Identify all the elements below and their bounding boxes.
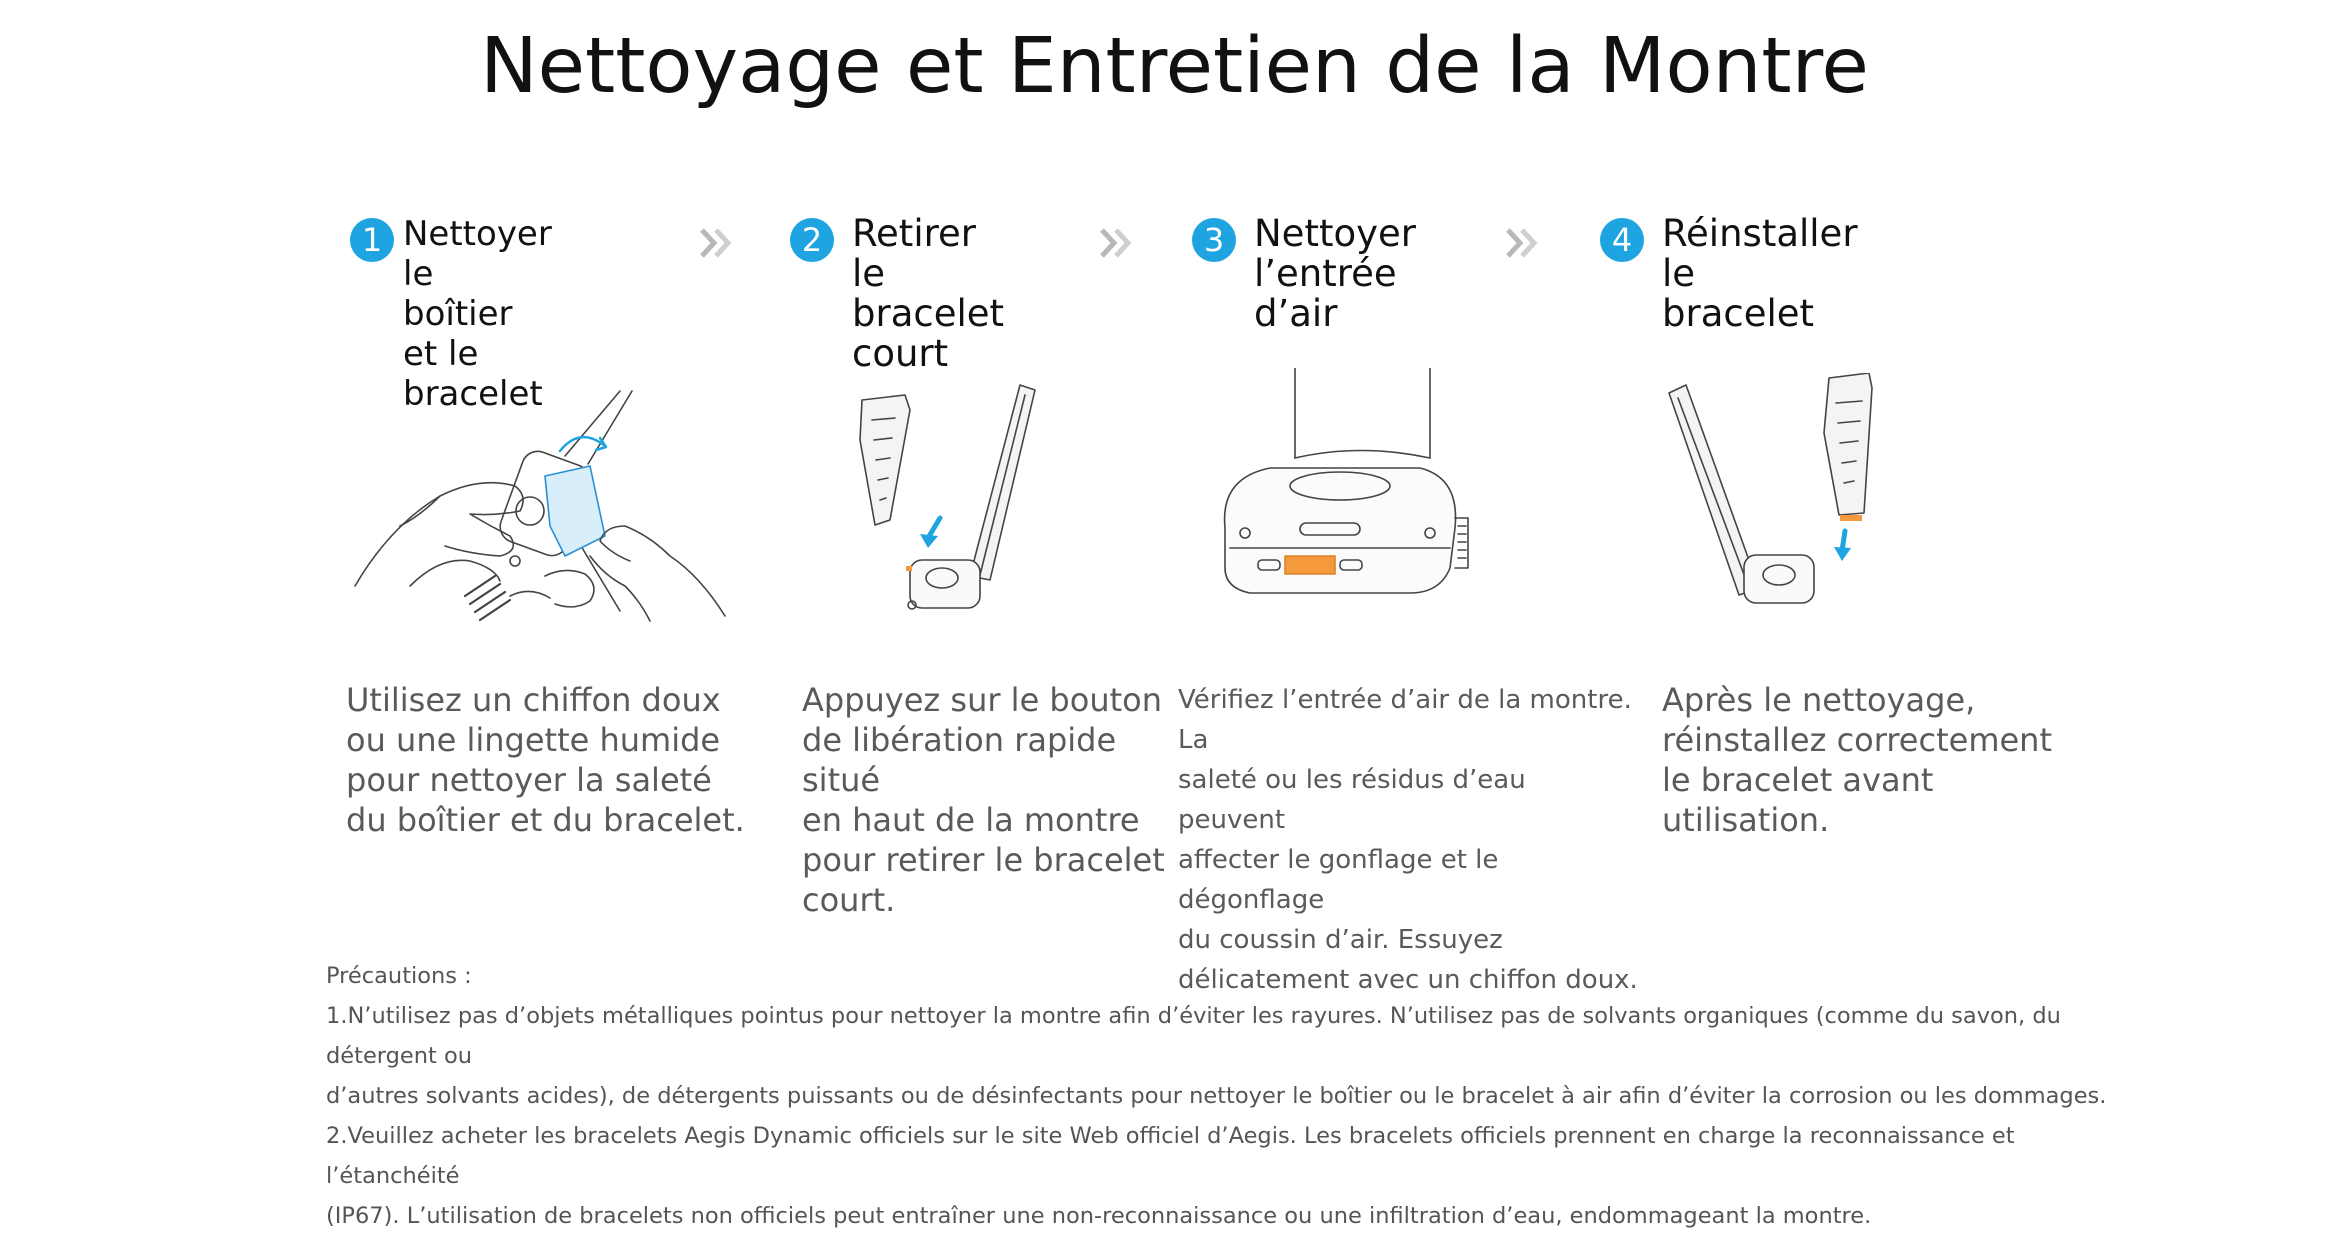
step-2-title-line2: bracelet court — [852, 292, 1005, 375]
step-1-desc-line: pour nettoyer la saleté — [346, 761, 712, 799]
step-4-description — [1662, 680, 2062, 840]
step-1-description — [346, 680, 746, 840]
precautions-line: 2.Veuillez acheter les bracelets Aegis Dynamic officiels sur le site Web officiel d’Aegis. Les bracelets officiels prennent en charge la reconnaissance et l’étanchéité — [326, 1123, 2015, 1189]
step-1-desc-line: Utilisez un chiffon doux — [346, 681, 721, 719]
step-2-title-line1: Retirer le — [852, 212, 976, 295]
step-4-title-line1: Réinstaller le — [1662, 212, 1858, 295]
reinstall-strap-illustration — [1664, 373, 1884, 623]
precautions-line: d’autres solvants acides), de détergents puissants ou de désinfectants pour nettoyer le boîtier ou le bracelet à air afin d’éviter la corrosion ou les dommages. — [326, 1083, 2107, 1109]
step-4 — [1600, 212, 2052, 898]
step-3-desc-line: délicatement avec un chiffon doux. — [1178, 965, 1638, 995]
step-1-badge: 1 — [350, 218, 394, 262]
chevron-right-icon — [1504, 226, 1544, 260]
step-3-description — [1178, 680, 1638, 1000]
step-2-description — [802, 680, 1202, 920]
step-1-title-line1: Nettoyer le boîtier — [403, 214, 552, 334]
precautions-line: 1.N’utilisez pas d’objets métalliques pointus pour nettoyer la montre afin d’éviter les rayures. N’utilisez pas de solvants organiques (comme du savon, du détergent ou — [326, 1003, 2061, 1069]
precautions-line: (IP67). L’utilisation de bracelets non officiels peut entraîner une non-reconnaissance ou une infiltration d’eau, endommageant la montre. — [326, 1203, 1872, 1229]
precautions-heading: Précautions : — [326, 963, 472, 989]
step-3-desc-line: saleté ou les résidus d’eau peuvent — [1178, 765, 1526, 835]
step-4-title — [1662, 214, 1858, 334]
step-4-title-line2: bracelet — [1662, 292, 1815, 335]
step-2-desc-line: court. — [802, 881, 896, 919]
step-3-desc-line: affecter le gonflage et le dégonflage — [1178, 845, 1499, 915]
chevron-right-icon — [698, 226, 738, 260]
step-2-desc-line: Appuyez sur le bouton — [802, 681, 1162, 719]
step-3-badge: 3 — [1192, 218, 1236, 262]
step-3-desc-line: Vérifiez l’entrée d’air de la montre. La — [1178, 685, 1632, 755]
step-2-desc-line: pour retirer le bracelet — [802, 841, 1165, 879]
step-2-badge: 2 — [790, 218, 834, 262]
step-2 — [790, 212, 1190, 919]
precautions-section — [326, 956, 2126, 1236]
step-4-desc-line: le bracelet avant — [1662, 761, 1934, 799]
chevron-right-icon — [1098, 226, 1138, 260]
step-4-desc-line: réinstallez correctement — [1662, 721, 2052, 759]
page-title: Nettoyage et Entretien de la Montre — [480, 22, 1869, 111]
step-2-desc-line: en haut de la montre — [802, 801, 1140, 839]
step-4-badge: 4 — [1600, 218, 1644, 262]
hands-wiping-watch-illustration — [350, 386, 730, 646]
air-inlet-illustration — [1210, 368, 1470, 608]
remove-strap-illustration — [850, 380, 1050, 620]
step-4-desc-line: Après le nettoyage, — [1662, 681, 1976, 719]
step-1-desc-line: ou une lingette humide — [346, 721, 721, 759]
step-3 — [1178, 212, 1652, 995]
step-1-desc-line: du boîtier et du bracelet. — [346, 801, 745, 839]
step-4-desc-line: utilisation. — [1662, 801, 1830, 839]
step-3-title-line2: l’entrée d’air — [1254, 252, 1397, 335]
step-2-title — [852, 214, 1004, 374]
step-3-title-line1: Nettoyer — [1254, 212, 1416, 255]
step-2-desc-line: de libération rapide situé — [802, 721, 1117, 799]
step-1 — [346, 214, 770, 898]
step-1-title-line2: et le bracelet — [403, 334, 543, 414]
step-3-title — [1254, 214, 1416, 334]
step-1-title — [403, 214, 552, 414]
step-3-desc-line: du coussin d’air. Essuyez — [1178, 925, 1503, 955]
